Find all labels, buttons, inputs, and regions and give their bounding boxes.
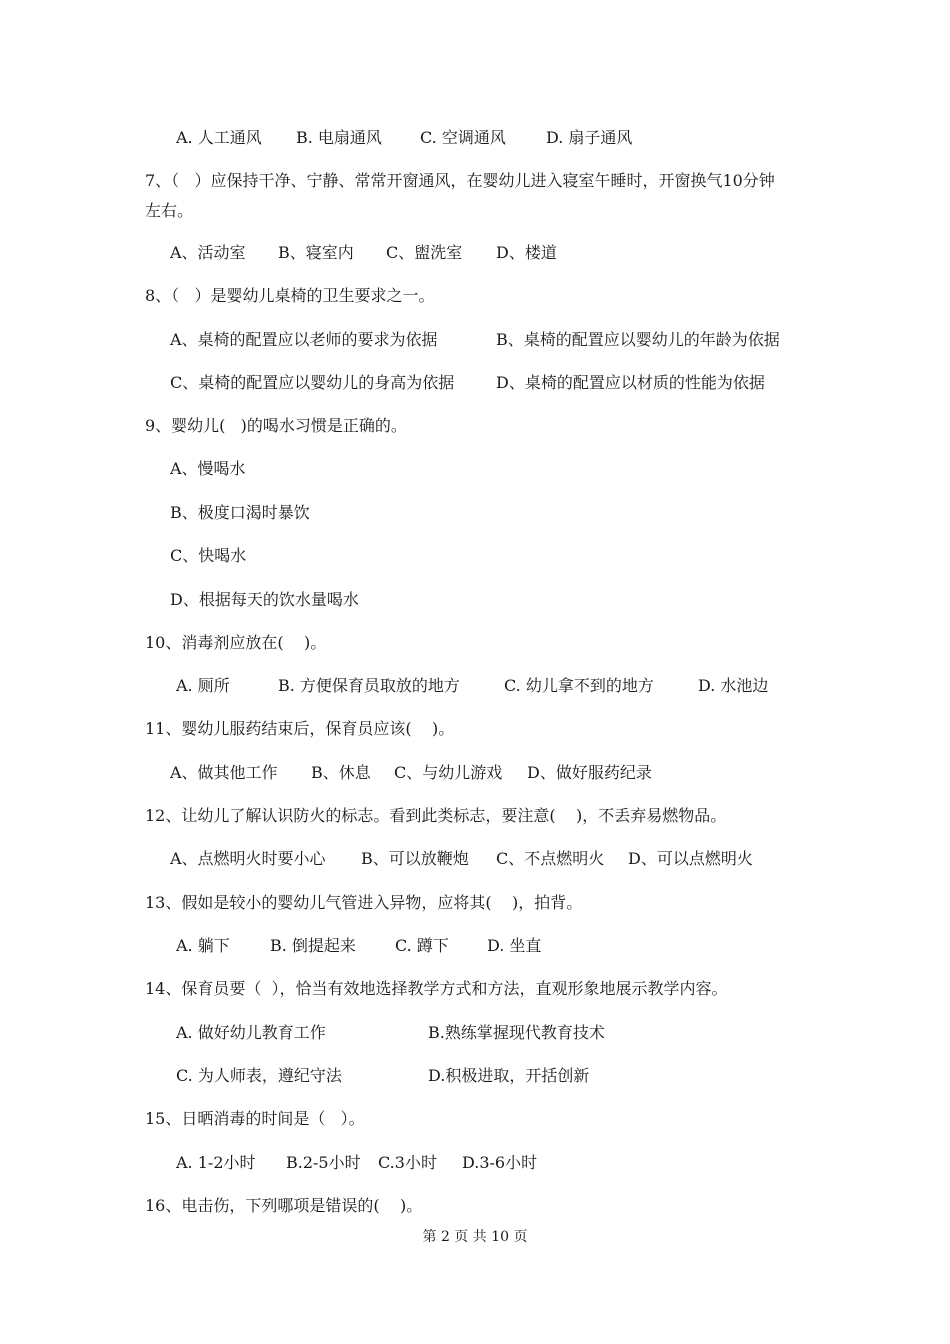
q7-question-continued: 左右。 <box>145 201 194 220</box>
q9-option-a: A、慢喝水 <box>170 459 246 478</box>
q14-option-d: D.积极进取，开括创新 <box>428 1066 590 1085</box>
q13-option-d: D. 坐直 <box>487 936 542 955</box>
q16-question: 16、电击伤，下列哪项是错误的( )。 <box>145 1196 423 1215</box>
q14-option-b: B.熟练掌握现代教育技术 <box>428 1023 605 1042</box>
q8-option-c: C、桌椅的配置应以婴幼儿的身高为依据 <box>170 373 455 392</box>
q7-option-d: D、楼道 <box>496 243 557 262</box>
q9-question: 9、婴幼儿( )的喝水习惯是正确的。 <box>145 416 407 435</box>
q11-option-c: C、与幼儿游戏 <box>394 763 503 782</box>
q15-option-a: A. 1-2小时 <box>176 1153 256 1172</box>
q8-option-b: B、桌椅的配置应以婴幼儿的年龄为依据 <box>496 330 780 349</box>
q10-option-c: C. 幼儿拿不到的地方 <box>504 676 654 695</box>
q13-option-c: C. 蹲下 <box>395 936 449 955</box>
q12-option-c: C、不点燃明火 <box>496 849 605 868</box>
q10-option-b: B. 方便保育员取放的地方 <box>278 676 460 695</box>
q6-option-c: C. 空调通风 <box>420 128 506 147</box>
q11-option-a: A、做其他工作 <box>170 763 278 782</box>
q11-option-b: B、休息 <box>311 763 371 782</box>
q8-question: 8、（ ）是婴幼儿桌椅的卫生要求之一。 <box>145 286 435 305</box>
page-number-footer: 第 2 页 共 10 页 <box>422 1229 528 1245</box>
q7-option-b: B、寝室内 <box>278 243 354 262</box>
q6-option-d: D. 扇子通风 <box>546 128 633 147</box>
q6-option-a: A. 人工通风 <box>176 128 262 147</box>
q14-question: 14、保育员要（ ），恰当有效地选择教学方式和方法，直观形象地展示教学内容。 <box>145 979 728 998</box>
q15-option-b: B.2-5小时 <box>286 1153 361 1172</box>
q15-option-d: D.3-6小时 <box>462 1153 538 1172</box>
q12-option-a: A、点燃明火时要小心 <box>170 849 326 868</box>
q7-option-a: A、活动室 <box>170 243 246 262</box>
q12-option-b: B、可以放鞭炮 <box>361 849 469 868</box>
q14-option-c: C. 为人师表，遵纪守法 <box>176 1066 342 1085</box>
q9-option-b: B、极度口渴时暴饮 <box>170 503 310 522</box>
q13-option-b: B. 倒提起来 <box>270 936 356 955</box>
q15-option-c: C.3小时 <box>378 1153 437 1172</box>
q15-question: 15、日晒消毒的时间是（ ）。 <box>145 1109 365 1128</box>
q14-option-a: A. 做好幼儿教育工作 <box>176 1023 326 1042</box>
q10-question: 10、消毒剂应放在( )。 <box>145 633 327 652</box>
q12-question: 12、让幼儿了解认识防火的标志。看到此类标志，要注意( )，不丢弃易燃物品。 <box>145 806 727 825</box>
q8-option-d: D、桌椅的配置应以材质的性能为依据 <box>496 373 765 392</box>
q7-question: 7、（ ）应保持干净、宁静、常常开窗通风，在婴幼儿进入寝室午睡时，开窗换气10分钟 <box>145 171 775 190</box>
q9-option-d: D、根据每天的饮水量喝水 <box>170 590 359 609</box>
q6-option-b: B. 电扇通风 <box>296 128 382 147</box>
q8-option-a: A、桌椅的配置应以老师的要求为依据 <box>170 330 438 349</box>
q7-option-c: C、盥洗室 <box>386 243 463 262</box>
q13-option-a: A. 躺下 <box>176 936 230 955</box>
q11-question: 11、婴幼儿服药结束后，保育员应该( )。 <box>145 719 455 738</box>
q9-option-c: C、快喝水 <box>170 546 247 565</box>
q10-option-a: A. 厕所 <box>176 676 230 695</box>
q12-option-d: D、可以点燃明火 <box>628 849 753 868</box>
q11-option-d: D、做好服药纪录 <box>527 763 652 782</box>
q10-option-d: D. 水池边 <box>698 676 769 695</box>
q13-question: 13、假如是较小的婴幼儿气管进入异物，应将其( )，拍背。 <box>145 893 583 912</box>
